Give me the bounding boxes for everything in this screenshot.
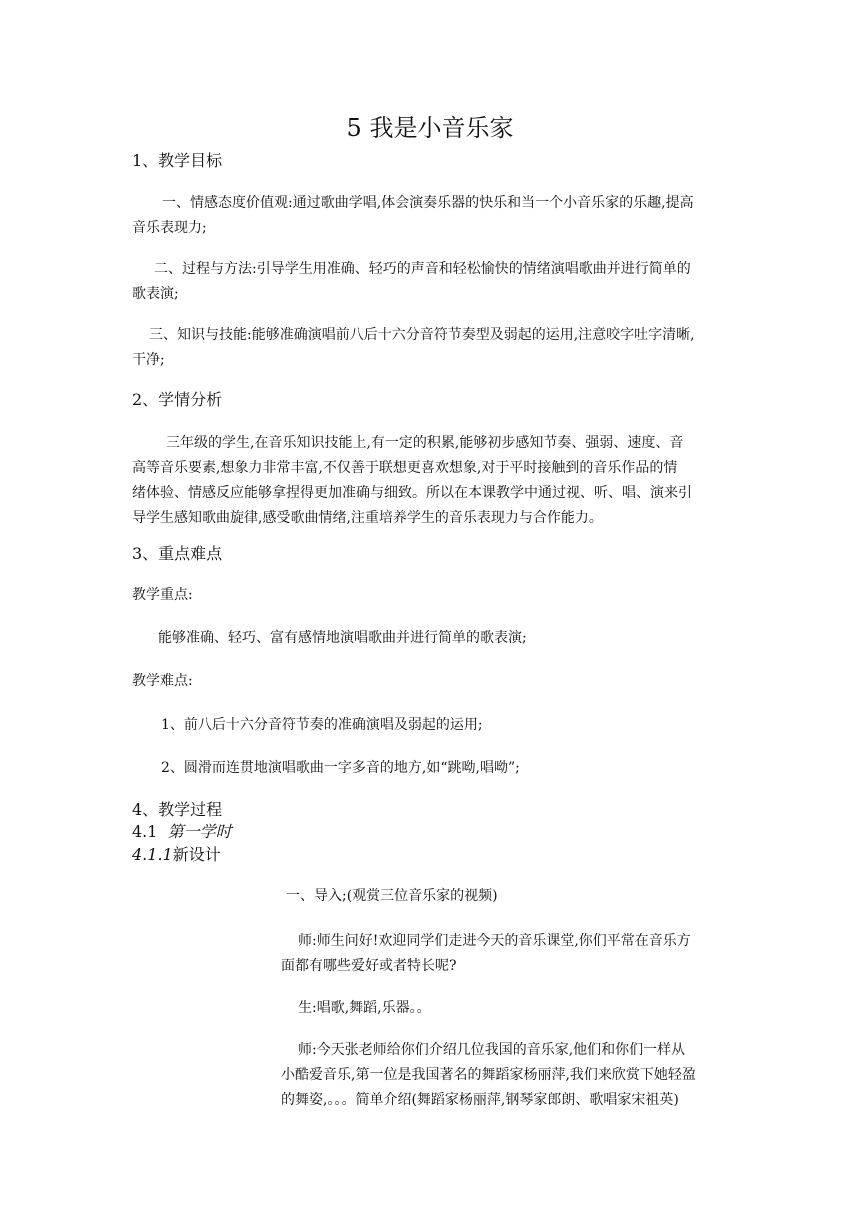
subsection-4-1-number: 4.1 <box>132 822 158 841</box>
goal-1-line-2: 音乐表现力; <box>132 220 207 236</box>
section-heading-teaching-goals: 1、教学目标 <box>132 151 223 170</box>
goal-paragraph-3 <box>132 323 732 373</box>
document-title: 5 我是小音乐家 <box>346 114 514 142</box>
goal-paragraph-1 <box>132 191 732 241</box>
goal-3-line-1: 三、知识与技能:能够准确演唱前八后十六分音符节奏型及弱起的运用,注意咬字吐字清晰, <box>149 327 695 343</box>
subsection-4-1 <box>132 821 232 843</box>
teacher-2-line-1: 师:今天张老师给你们介绍几位我国的音乐家,他们和你们一样从 <box>298 1042 686 1058</box>
difficulty-item-1: 1、前八后十六分音符节奏的准确演唱及弱起的运用; <box>161 717 483 733</box>
design-intro: 一、导入;(观赏三位音乐家的视频) <box>286 888 498 904</box>
goal-1-line-1: 一、情感态度价值观:通过歌曲学唱,体会演奏乐器的快乐和当一个小音乐家的乐趣,提高 <box>162 195 694 211</box>
teacher-2-line-3: 的舞姿,。。。简单介绍(舞蹈家杨丽萍,钢琴家郎朗、歌唱家宋祖英) <box>281 1092 679 1108</box>
difficulty-label: 教学难点: <box>132 673 193 689</box>
subsection-4-1-label: 第一学时 <box>167 822 232 841</box>
teacher-2-line-2: 小酷爱音乐,第一位是我国著名的舞蹈家杨丽萍,我们来欣赏下她轻盈 <box>281 1067 696 1083</box>
analysis-line-4: 导学生感知歌曲旋律,感受歌曲情绪,注重培养学生的音乐表现力与合作能力。 <box>132 510 603 526</box>
goal-2-line-2: 歌表演; <box>132 286 179 302</box>
analysis-line-3: 绪体验、情感反应能够拿捏得更加准确与细致。所以在本课教学中通过视、听、唱、演来引 <box>132 485 692 501</box>
teacher-1-line-2: 面都有哪些爱好或者特长呢? <box>281 958 457 974</box>
goal-2-line-1: 二、过程与方法:引导学生用准确、轻巧的声音和轻松愉快的情绪演唱歌曲并进行简单的 <box>154 261 691 277</box>
teacher-1-line-1: 师:师生问好!欢迎同学们走进今天的音乐课堂,你们平常在音乐方 <box>298 933 691 949</box>
analysis-line-2: 高等音乐要素,想象力非常丰富,不仅善于联想更喜欢想象,对于平时接触到的音乐作品的情 <box>132 460 678 476</box>
subsection-4-1-1 <box>132 844 221 866</box>
section-heading-student-analysis: 2、学情分析 <box>132 390 223 409</box>
section-heading-key-points: 3、重点难点 <box>132 544 223 563</box>
teacher-dialogue-1 <box>281 929 741 979</box>
section-heading-teaching-process: 4、教学过程 <box>132 800 223 819</box>
student-analysis-paragraph <box>132 431 732 531</box>
subsection-4-1-1-label: 新设计 <box>172 845 221 864</box>
analysis-line-1: 三年级的学生,在音乐知识技能上,有一定的积累,能够初步感知节奏、强弱、速度、音 <box>166 435 684 451</box>
student-dialogue-1: 生:唱歌,舞蹈,乐器。。 <box>298 1000 431 1016</box>
teacher-dialogue-2 <box>281 1038 741 1113</box>
goal-3-line-2: 干净; <box>132 352 165 368</box>
subsection-4-1-1-number: 4.1.1 <box>132 845 173 864</box>
goal-paragraph-2 <box>132 257 732 307</box>
difficulty-item-2: 2、圆滑而连贯地演唱歌曲一字多音的地方,如“跳呦,唱呦”; <box>161 760 520 776</box>
focus-label: 教学重点: <box>132 587 193 603</box>
focus-text: 能够准确、轻巧、富有感情地演唱歌曲并进行简单的歌表演; <box>158 630 527 646</box>
